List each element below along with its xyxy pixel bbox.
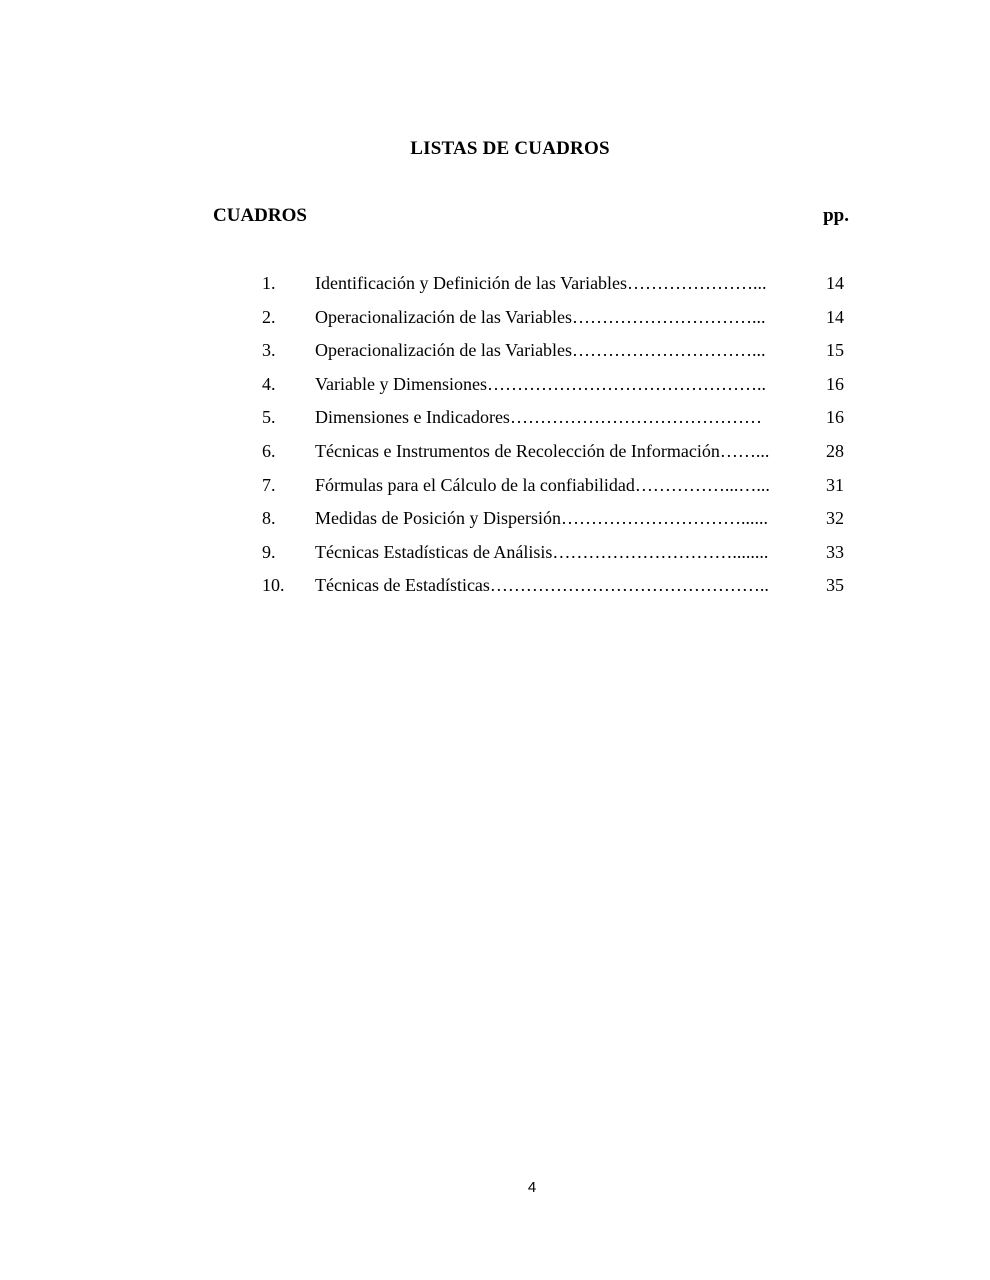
item-number: 7. — [262, 474, 276, 495]
list-item — [262, 540, 848, 574]
item-number: 6. — [262, 440, 276, 461]
item-page: 15 — [826, 340, 844, 361]
item-page: 32 — [826, 508, 844, 529]
column-header-pages: pp. — [823, 205, 849, 226]
list-item — [262, 338, 848, 372]
item-title: Fórmulas para el Cálculo de la confiabilidad……………...…... — [315, 474, 770, 495]
item-page: 31 — [826, 474, 844, 495]
item-title: Medidas de Posición y Dispersión…………………………...... — [315, 508, 768, 529]
list-item — [262, 506, 848, 540]
item-title: Identificación y Definición de las Variables…………………... — [315, 273, 767, 293]
item-page: 35 — [826, 575, 844, 596]
list-item — [262, 439, 848, 473]
item-page: 14 — [826, 273, 844, 293]
list-item — [262, 372, 848, 406]
item-page: 16 — [826, 373, 844, 394]
item-number: 1. — [262, 273, 276, 293]
item-page: 14 — [826, 306, 844, 327]
list-item — [262, 271, 848, 305]
table-list — [262, 271, 848, 607]
item-number: 4. — [262, 373, 276, 394]
item-page: 28 — [826, 440, 844, 461]
page-title: LISTAS DE CUADROS — [410, 138, 610, 159]
page-number: 4 — [527, 1179, 537, 1196]
list-item — [262, 405, 848, 439]
item-title: Dimensiones e Indicadores…………………………………… — [315, 407, 762, 428]
column-header-cuadros: CUADROS — [213, 205, 307, 226]
item-title: Operacionalización de las Variables…………………………... — [315, 340, 766, 361]
list-item — [262, 305, 848, 339]
item-title: Técnicas de Estadísticas……………………………………….. — [315, 575, 769, 596]
list-item — [262, 573, 848, 607]
item-number: 3. — [262, 340, 276, 361]
item-title: Técnicas e Instrumentos de Recolección de Información……... — [315, 440, 770, 461]
item-number: 8. — [262, 508, 276, 529]
item-title: Operacionalización de las Variables…………………………... — [315, 306, 766, 327]
item-number: 2. — [262, 306, 276, 327]
item-page: 33 — [826, 541, 844, 562]
item-number: 5. — [262, 407, 276, 428]
item-title: Técnicas Estadísticas de Análisis…………………………........ — [315, 541, 769, 562]
list-header — [213, 205, 849, 229]
item-number: 9. — [262, 541, 276, 562]
list-item — [262, 473, 848, 507]
item-title: Variable y Dimensiones……………………………………….. — [315, 373, 766, 394]
item-number: 10. — [262, 575, 285, 596]
item-page: 16 — [826, 407, 844, 428]
